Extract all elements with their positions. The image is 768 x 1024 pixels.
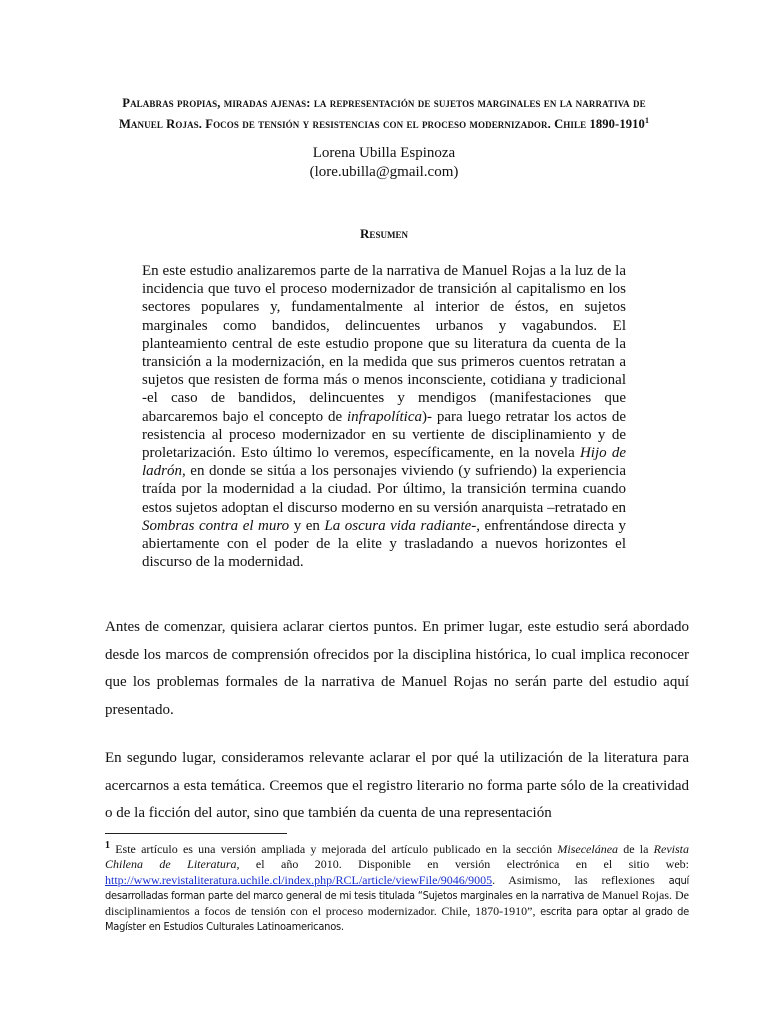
footnote-italic: Misecelánea — [557, 842, 619, 856]
footnote-text: escrita para optar al grado de Magíster en Estudios Culturales Latinoamericanos. — [105, 904, 689, 934]
author-email: (lore.ubilla@gmail.com) — [309, 164, 459, 180]
body-paragraph-1: Antes de comenzar, quisiera aclarar ciertos puntos. En primer lugar, este estudio será abordado desde los marcos de comprensión ofrecidos por la disciplina histórica, lo cual implica reconocer que los problemas formales de la narrativa de Manuel Rojas no serán parte del estudio aquí presentado. — [105, 619, 689, 718]
abstract-italic: Hijo de ladrón — [142, 445, 627, 480]
footnote-link[interactable]: http://www.revistaliteratura.uchile.cl/index.php/RCL/article/viewFile/9046/9005 — [105, 872, 493, 887]
footnote-text: Este artículo es una versión ampliada y mejorada del artículo publicado en la sección — [110, 842, 558, 856]
body-paragraph-2: En segundo lugar, consideramos relevante aclarar el por qué la utilización de la literatura para acercarnos a esta temática. Creemos que el registro literario no forma parte sólo de la creatividad o de la ficción del autor, sino que también da cuenta de una representación — [105, 750, 689, 822]
abstract-text: En este estudio analizaremos parte de la narrativa de Manuel Rojas a la luz de la incidencia que tuvo el proceso modernizador de transición al capitalismo en los sectores populares y, fundamentalmente al interior de éstos, en sujetos marginales como bandidos, delincuentes urbanos y vagabundos. El planteamiento central de este estudio propone que su literatura da cuenta de la transición a la modernización, en la medida que sus primeros cuentos retratan a sujetos que resisten de forma más o menos inconsciente, cotidiana y tradicional -el caso de bandidos, delincuentes y mendigos (manifestaciones que abarcaremos bajo el concepto de — [142, 263, 626, 425]
abstract-body — [142, 262, 626, 571]
footnote — [105, 838, 689, 934]
footnote-italic: Revista Chilena de Literatura, — [105, 842, 689, 872]
footnote-text: aquí desarrolladas forman parte del marco general de mi tesis titulada “Sujetos marginales en la narrativa de — [105, 873, 689, 903]
footnote-divider — [105, 833, 287, 834]
paper-title-text: Palabras propias, miradas ajenas: la representación de sujetos marginales en la narrativa de Manuel Rojas. Focos de tensión y resistencias con el proceso modernizador. Chile 1890-1910 — [118, 96, 646, 132]
abstract-text: , en donde se sitúa a los personajes viviendo (y sufriendo) la experiencia traída por la modernidad a la ciudad. Por último, la transición termina cuando estos sujetos adoptan el discurso moderno en su versión anarquista –retratado en — [142, 463, 626, 516]
footnote-text: el año 2010. Disponible en versión electrónica en el sitio web: — [239, 857, 689, 872]
footnote-text: Manuel Rojas. De disciplinamientos a focos de tensión con el proceso modernizador. Chile, 1870-1910”, — [105, 888, 689, 918]
footnote-text: . Asimismo, las reflexiones — [492, 872, 669, 887]
footnote-mark: 1 — [105, 840, 110, 851]
footnote-text: de la — [618, 842, 654, 856]
abstract-text: y en — [289, 517, 325, 534]
abstract-heading: Resumen — [360, 226, 408, 241]
title-footnote-mark[interactable]: 1 — [644, 116, 650, 125]
abstract-text: )- para luego retratar los actos de resistencia al proceso modernizador en su vertiente de disciplinamiento y de proletarización. Esto último lo veremos, específicamente, en la novela — [142, 408, 627, 462]
paper-title — [100, 95, 668, 133]
abstract-text: , enfrentándose directa y abiertamente con el poder de la elite y trasladando a nuevos horizontes el discurso de la modernidad. — [142, 517, 627, 571]
abstract-italic: infrapolítica — [347, 408, 422, 425]
abstract-italic: La oscura vida radiante- — [324, 517, 477, 534]
abstract-italic: Sombras contra el muro — [142, 517, 290, 534]
author-name: Lorena Ubilla Espinoza — [312, 145, 456, 161]
